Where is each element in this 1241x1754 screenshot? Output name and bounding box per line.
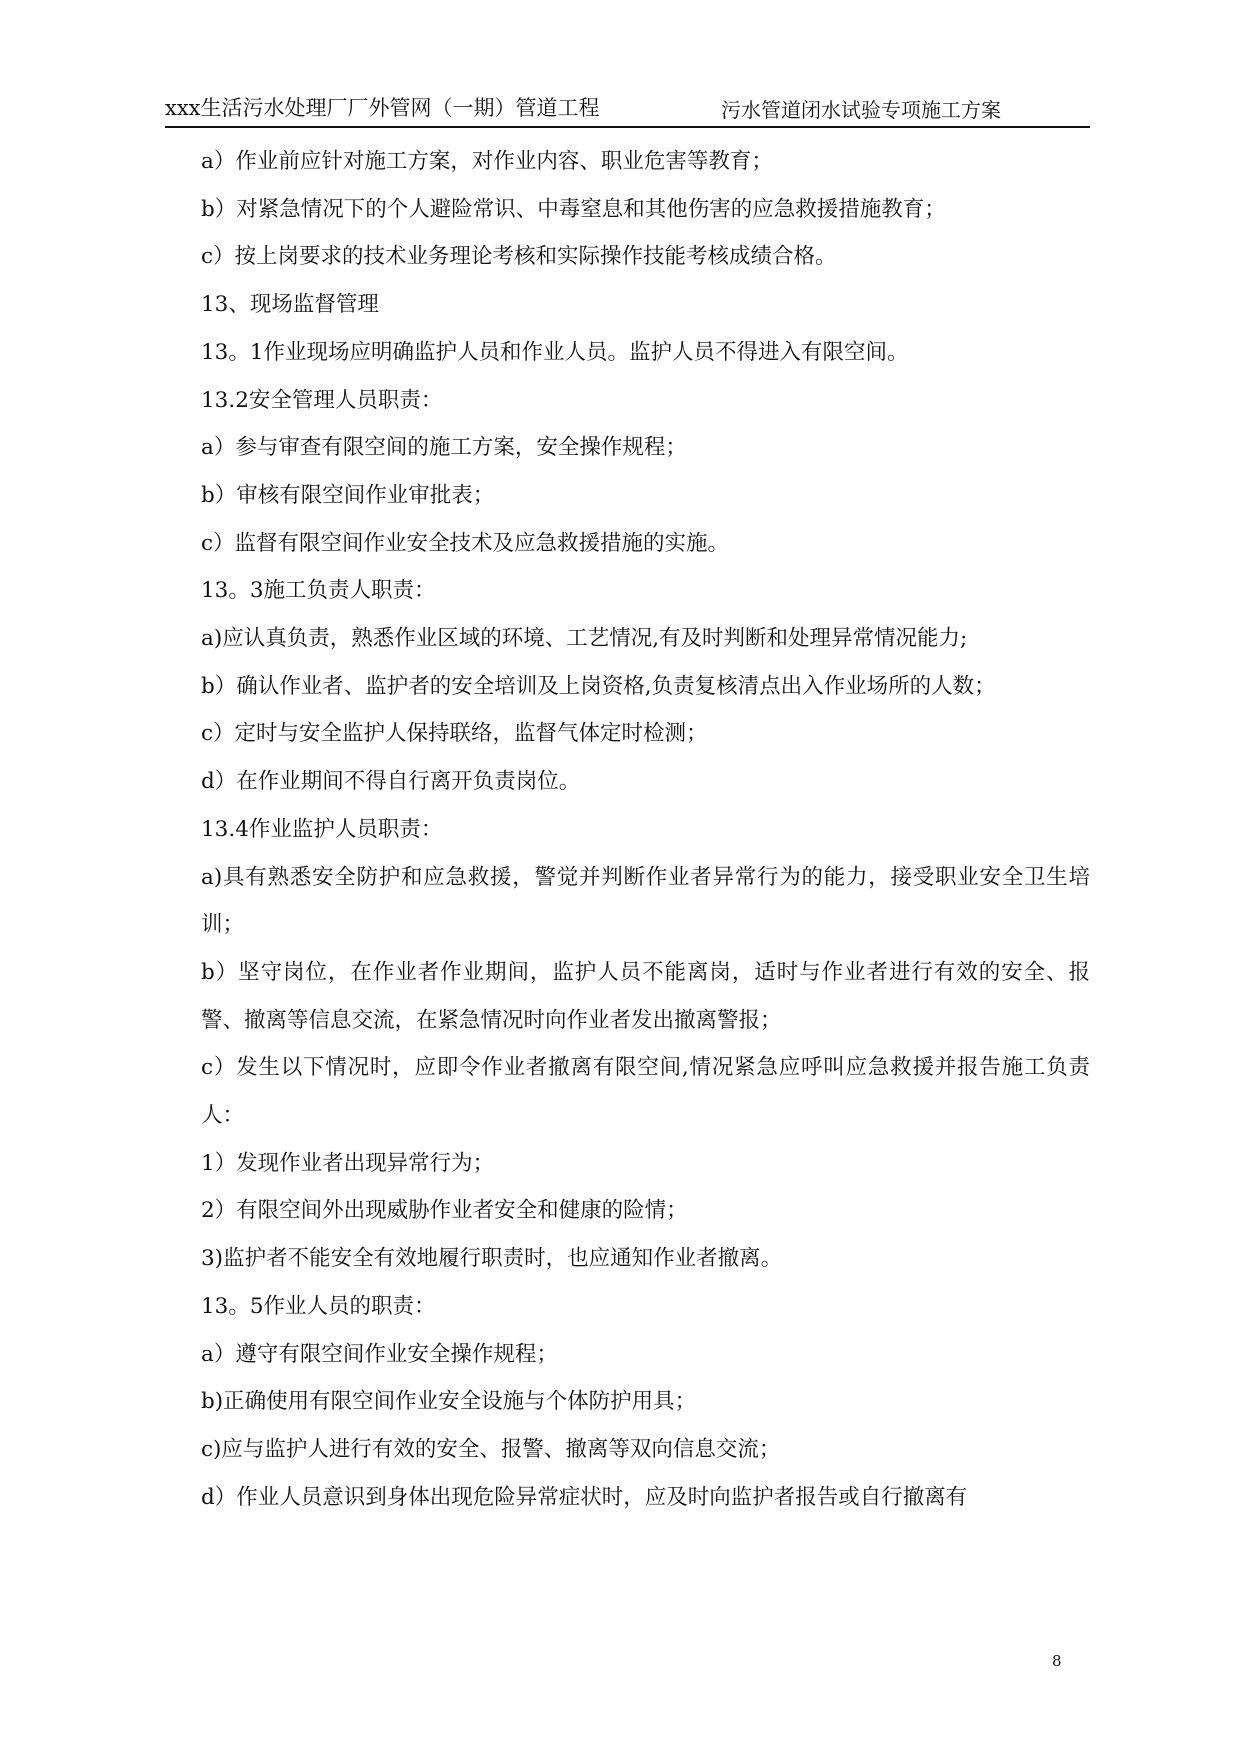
page-number: 8 xyxy=(1052,1652,1062,1670)
subsection-heading: 13.2安全管理人员职责： xyxy=(201,387,443,413)
paragraph: b）确认作业者、监护者的安全培训及上岗资格,负责复核清点出入作业场所的人数； xyxy=(201,673,996,699)
subsection-heading: 13。3施工负责人职责： xyxy=(201,578,436,604)
page-header xyxy=(165,92,1090,128)
paragraph: a）遵守有限空间作业安全操作规程； xyxy=(201,1341,558,1367)
paragraph: d）在作业期间不得自行离开负责岗位。 xyxy=(201,769,581,795)
paragraph: 13。1作业现场应明确监护人员和作业人员。监护人员不得进入有限空间。 xyxy=(201,339,909,365)
paragraph: b）坚守岗位，在作业者作业期间，监护人员不能离岗，适时与作业者进行有效的安全、报警、撤离等信息交流，在紧急情况时向作业者发出撤离警报； xyxy=(201,959,1090,1033)
paragraph: c）发生以下情况时，应即令作业者撤离有限空间,情况紧急应呼叫应急救援并报告施工负责人： xyxy=(201,1055,1090,1129)
paragraph: a）作业前应针对施工方案，对作业内容、职业危害等教育； xyxy=(201,149,773,174)
paragraph: a）参与审查有限空间的施工方案，安全操作规程； xyxy=(201,435,687,461)
paragraph: c）按上岗要求的技术业务理论考核和实际操作技能考核成绩合格。 xyxy=(201,244,837,270)
header-project-title: xxx生活污水处理厂厂外管网（一期）管道工程 xyxy=(165,96,600,120)
paragraph: b）对紧急情况下的个人避险常识、中毒窒息和其他伤害的应急救援措施教育； xyxy=(201,196,946,222)
paragraph: 2）有限空间外出现威胁作业者安全和健康的险情； xyxy=(201,1198,688,1224)
paragraph: c）监督有限空间作业安全技术及应急救援措施的实施。 xyxy=(201,530,730,556)
document-body xyxy=(165,138,1090,1521)
paragraph: a)应认真负责，熟悉作业区域的环境、工艺情况,有及时判断和处理异常情况能力; xyxy=(201,626,968,652)
paragraph: b)正确使用有限空间作业安全设施与个体防护用具； xyxy=(201,1389,697,1415)
paragraph: 3)监护者不能安全有效地履行职责时，也应通知作业者撤离。 xyxy=(201,1246,783,1272)
paragraph: a)具有熟悉安全防护和应急救援，警觉并判断作业者异常行为的能力，接受职业安全卫生培训； xyxy=(201,864,1090,938)
paragraph: c）定时与安全监护人保持联络，监督气体定时检测； xyxy=(201,721,708,747)
paragraph: d）作业人员意识到身体出现危险异常症状时，应及时向监护者报告或自行撤离有 xyxy=(201,1484,968,1510)
paragraph: c)应与监护人进行有效的安全、报警、撤离等双向信息交流； xyxy=(201,1436,781,1462)
section-heading: 13、现场监督管理 xyxy=(201,292,379,318)
subsection-heading: 13.4作业监护人员职责： xyxy=(201,816,443,842)
paragraph: 1）发现作业者出现异常行为； xyxy=(201,1150,495,1176)
paragraph: b）审核有限空间作业审批表； xyxy=(201,482,495,508)
header-document-title: 污水管道闭水试验专项施工方案 xyxy=(721,98,1001,122)
subsection-heading: 13。5作业人员的职责： xyxy=(201,1293,436,1319)
